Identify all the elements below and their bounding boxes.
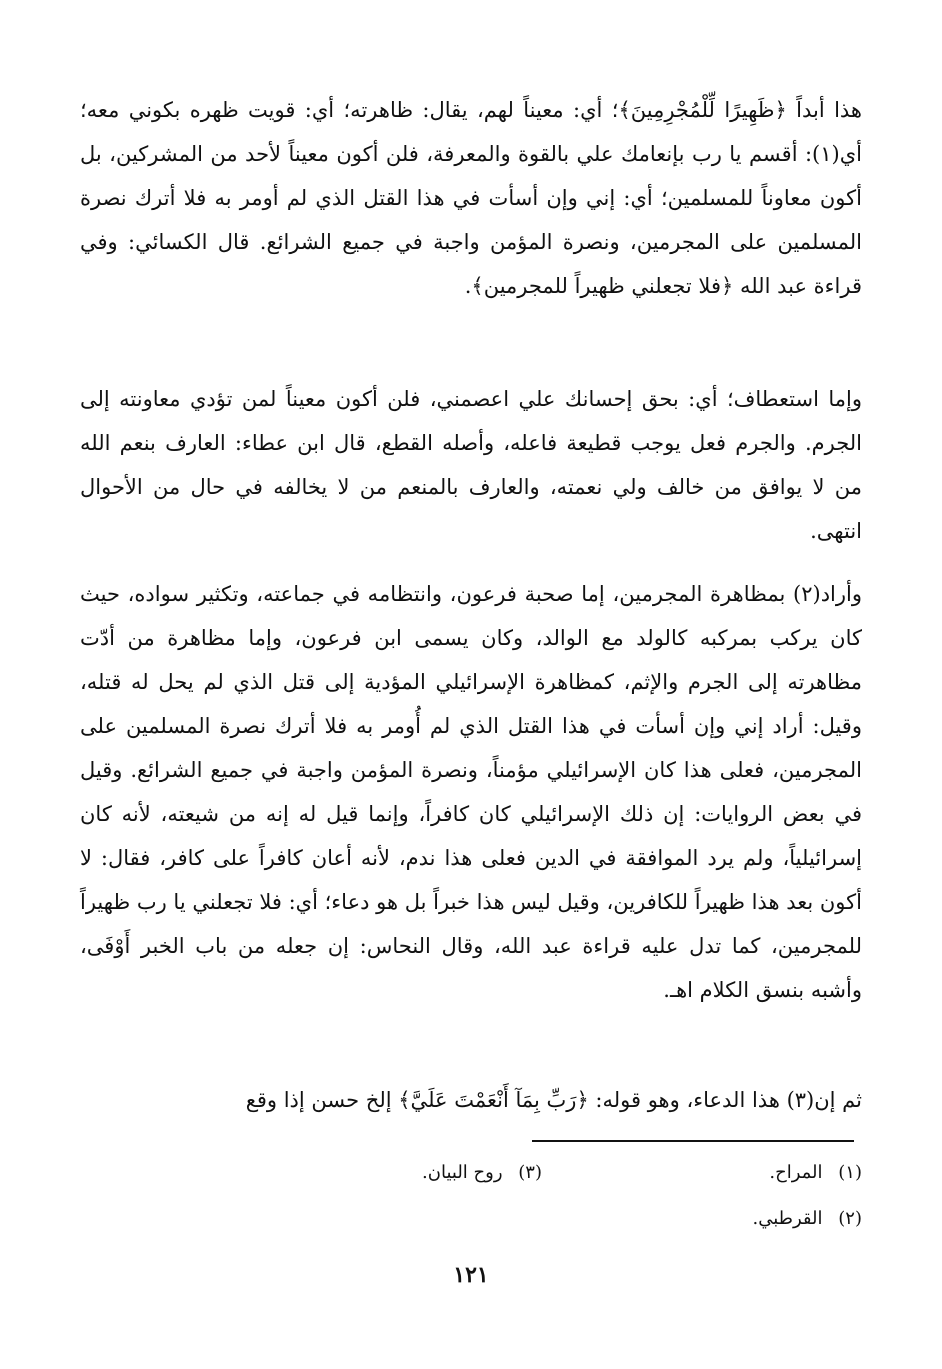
- footnote-text: المراح.: [769, 1162, 823, 1183]
- footnote-number: (٢): [838, 1208, 862, 1229]
- paragraph-text: وأراد(٢) بمظاهرة المجرمين، إما صحبة فرعون، وانتظامه في جماعته، وتكثير سواده، حيث كان يركب بمركبه كالولد مع الوالد، وكان يسمى ابن فرعون، وإما مظاهرة من أدّت مظاهرته إلى الجرم والإثم، كمظاهرة الإسرائيلي المؤدية إلى قتل الذي لم يحل له قتله، وقيل: أراد إني وإن أسأت في هذا القتل الذي لم أُومر به فلا أترك نصرة المسلمين على المجرمين، فعلى هذا كان الإسرائيلي مؤمناً، ونصرة المؤمن واجبة في جميع الشرائع. وقيل في بعض الروايات: إن ذلك الإسرائيلي كان كافراً، وإنما قيل له إنه من شيعته، لأنه كان إسرائيلياً، ولم يرد الموافقة في الدين فعلى هذا ندم، لأنه أعان كافراً على كافر، فقال: لا أكون بعد هذا ظهيراً للكافرين، وقيل ليس هذا خبراً بل هو دعاء؛ أي: فلا تجعلني يا رب ظهيراً للمجرمين، كما تدل عليه قراءة عبد الله، وقال النحاس: إن جعله من باب الخبر أَوْفَى، وأشبه بنسق الكلام اهـ.: [80, 582, 862, 1002]
- footnote-divider: [532, 1140, 854, 1142]
- page-number: ١٢١: [453, 1262, 489, 1288]
- footnote-row: [80, 1158, 862, 1188]
- footnote-text: القرطبي.: [752, 1208, 823, 1229]
- footnotes: [80, 1158, 862, 1250]
- paragraph: [80, 572, 862, 1012]
- paragraph: [80, 377, 862, 553]
- footnote-1: [542, 1158, 862, 1188]
- paragraph-text: ثم إن(٣) هذا الدعاء، وهو قوله: ﴿رَبِّ بِمَآ أَنْعَمْتَ عَلَيَّ﴾ إلخ حسن إذا وقع: [245, 1088, 862, 1112]
- paragraph-text: هذا أبداً ﴿ظَهِيرًا لِّلْمُجْرِمِينَ﴾؛ أي: معيناً لهم، يقال: ظاهرته؛ أي: قويت ظهره بكوني معه؛ أي(١): أقسم يا رب بإنعامك علي بالقوة والمعرفة، فلن أكون معيناً لأحد من المشركين، بل أكون معاوناً للمسلمين؛ أي: إني وإن أسأت في هذا القتل الذي لم أومر به فلا أترك نصرة المسلمين على المجرمين، ونصرة المؤمن واجبة في جميع الشرائع. قال الكسائي: وفي قراءة عبد الله ﴿فلا تجعلني ظهيراً للمجرمين﴾.: [80, 98, 862, 298]
- footnote-row: [80, 1204, 862, 1234]
- paragraph: [80, 1078, 862, 1122]
- footnote-number: (١): [838, 1162, 862, 1183]
- footnote-3: [222, 1158, 542, 1188]
- footnote-number: (٣): [518, 1162, 542, 1183]
- footnote-text: روح البيان.: [422, 1162, 503, 1183]
- paragraph-text: وإما استعطاف؛ أي: بحق إحسانك علي اعصمني، فلن أكون معيناً لمن تؤدي معاونته إلى الجرم. والجرم فعل يوجب قطيعة فاعله، وأصله القطع، قال ابن عطاء: العارف بنعم الله من لا يوافق من خالف ولي نعمته، والعارف بالمنعم من لا يخالفه في حال من الأحوال انتهى.: [80, 387, 862, 543]
- footnote-2: [542, 1204, 862, 1234]
- paragraph: [80, 88, 862, 308]
